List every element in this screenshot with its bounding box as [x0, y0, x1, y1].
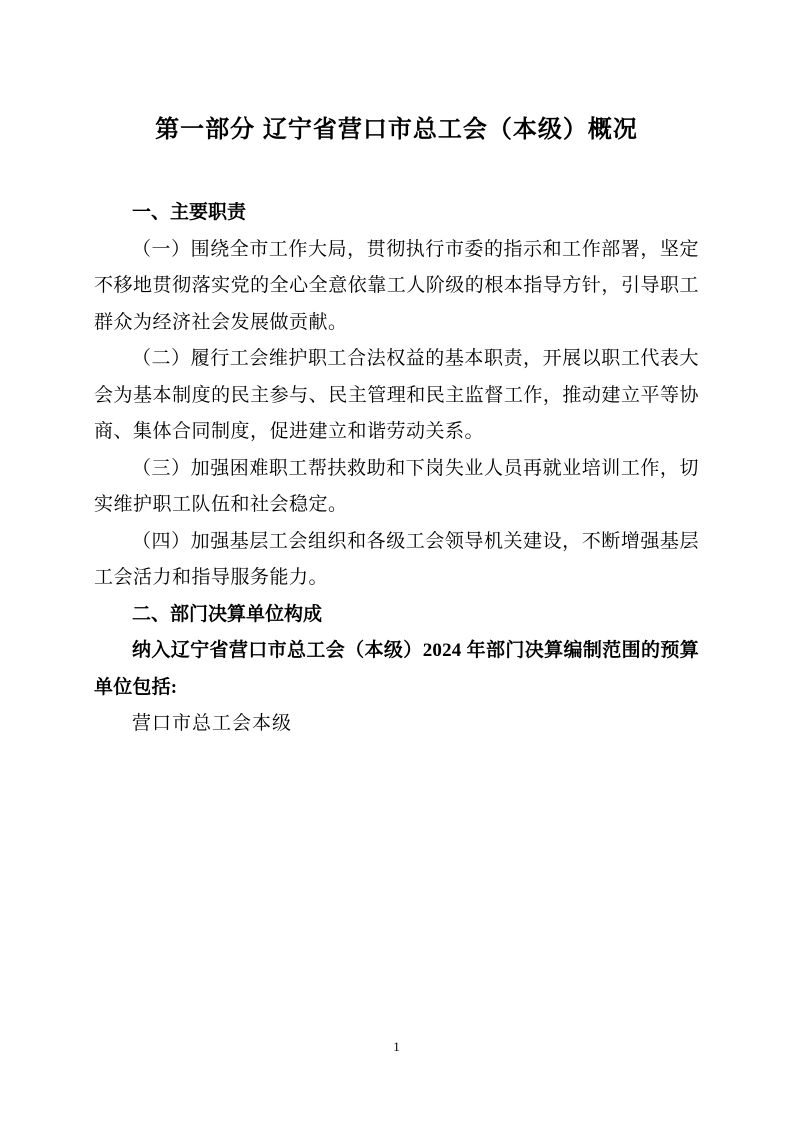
- duty-paragraph-3: （三）加强困难职工帮扶救助和下岗失业人员再就业培训工作，切实维护职工队伍和社会稳定。: [94, 457, 699, 515]
- budget-unit-item: 营口市总工会本级: [132, 713, 293, 734]
- section-heading-main-duties: 一、主要职责: [132, 202, 247, 223]
- unit-composition-lead-paragraph: 纳入辽宁省营口市总工会（本级）2024 年部门决算编制范围的预算单位包括:: [94, 640, 699, 698]
- duty-paragraph-2: （二）履行工会维护职工合法权益的基本职责，开展以职工代表大会为基本制度的民主参与、民主管理和民主监督工作，推动建立平等协商、集体合同制度，促进建立和谐劳动关系。: [94, 348, 699, 442]
- document-body: [94, 195, 699, 743]
- document-title: 第一部分 辽宁省营口市总工会（本级）概况: [155, 116, 638, 143]
- duty-paragraph-1: （一）围绕全市工作大局，贯彻执行市委的指示和工作部署，坚定不移地贯彻落实党的全心全意依靠工人阶级的根本指导方针，引导职工群众为经济社会发展做贡献。: [94, 238, 699, 333]
- page-number: 1: [393, 1039, 400, 1054]
- section-heading-unit-composition: 二、部门决算单位构成: [132, 603, 323, 625]
- duty-paragraph-4: （四）加强基层工会组织和各级工会领导机关建设，不断增强基层工会活力和指导服务能力。: [94, 530, 699, 588]
